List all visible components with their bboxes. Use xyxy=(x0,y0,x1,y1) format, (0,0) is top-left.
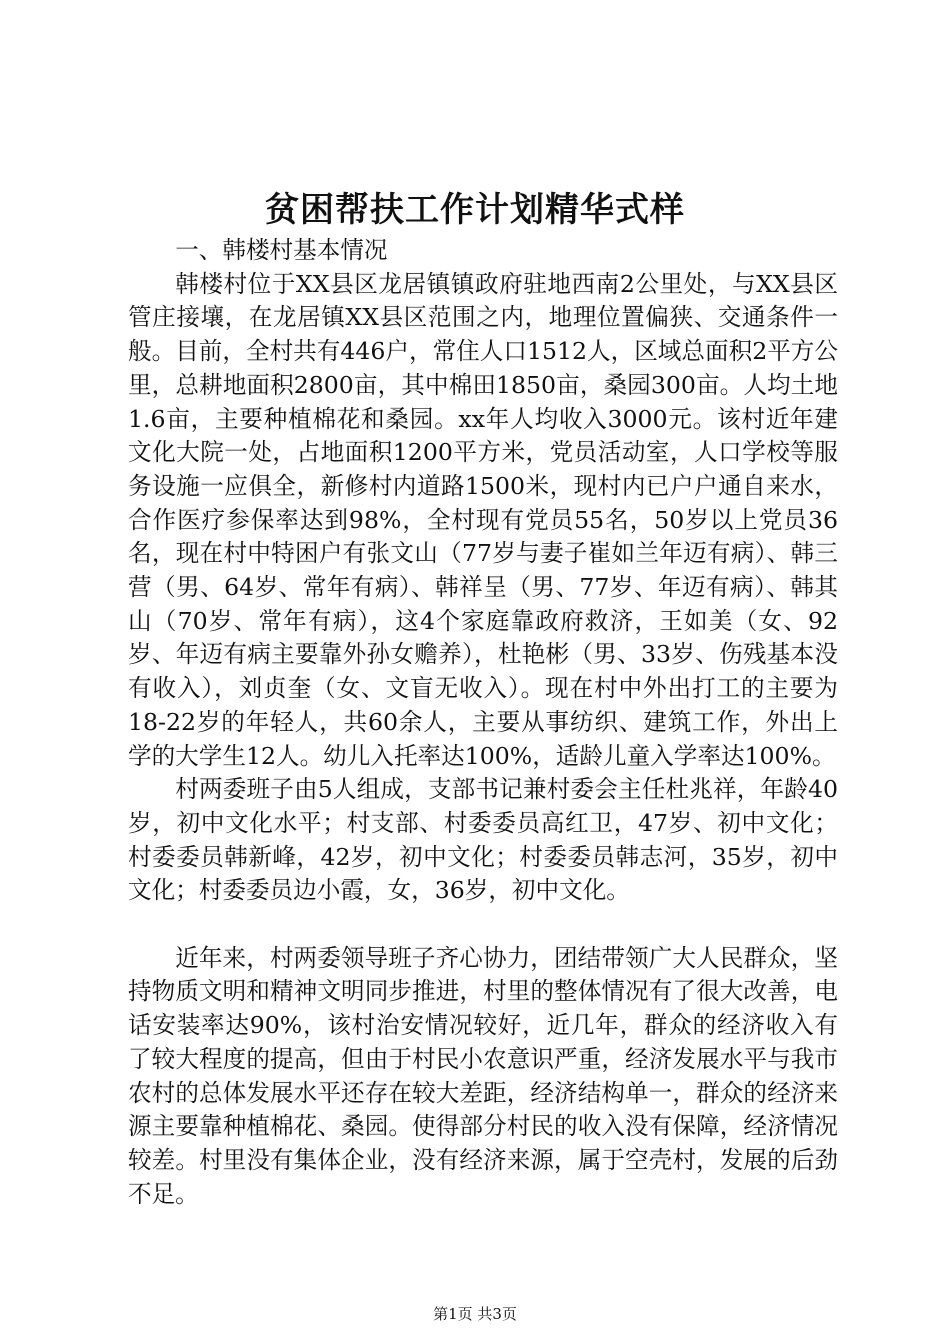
page-number-footer: 第1页 共3页 xyxy=(433,1305,517,1323)
body-paragraph: 韩楼村位于XX县区龙居镇镇政府驻地西南2公里处，与XX县区管庄接壤，在龙居镇XX县区范围之内，地理位置偏狭、交通条件一般。目前，全村共有446户，常住人口1512人，区域总面积2平方公里，总耕地面积2800亩，其中棉田1850亩，桑园300亩。人均土地1.6亩，主要种植棉花和桑园。xx年人均收入3000元。该村近年建文化大院一处，占地面积1200平方米，党员活动室，人口学校等服务设施一应俱全，新修村内道路1500米，现村内已户户通自来水，合作医疗参保率达到98%，全村现有党员55名，50岁以上党员36名，现在村中特困户有张文山（77岁与妻子崔如兰年迈有病）、韩三营（男、64岁、常年有病）、韩祥呈（男、77岁、年迈有病）、韩其山（70岁、常年有病），这4个家庭靠政府救济，王如美（女、92岁、年迈有病主要靠外孙女赡养），杜艳彬（男、33岁、伤残基本没有收入），刘贞奎（女、文盲无收入）。现在村中外出打工的主要为18-22岁的年轻人，共60余人，主要从事纺织、建筑工作，外出上学的大学生12人。幼儿入托率达100%，适龄儿童入学率达100%。 xyxy=(128,269,838,770)
section-heading: 一、韩楼村基本情况 xyxy=(175,236,388,264)
document-title: 贫困帮扶工作计划精华式样 xyxy=(265,190,685,230)
document-body xyxy=(128,234,838,1211)
body-paragraph: 近年来，村两委领导班子齐心协力，团结带领广大人民群众，坚持物质文明和精神文明同步推进，村里的整体情况有了很大改善，电话安装率达90%，该村治安情况较好，近几年，群众的经济收入有了较大程度的提高，但由于村民小农意识严重，经济发展水平与我市农村的总体发展水平还存在较大差距，经济结构单一，群众的经济来源主要靠种植棉花、桑园。使得部分村民的收入没有保障，经济情况较差。村里没有集体企业，没有经济来源，属于空壳村，发展的后劲不足。 xyxy=(128,943,838,1208)
body-paragraph: 村两委班子由5人组成，支部书记兼村委会主任杜兆祥，年龄40岁，初中文化水平；村支部、村委委员高红卫，47岁、初中文化；村委委员韩新峰，42岁，初中文化；村委委员韩志河，35岁，初中文化；村委委员边小霞，女，36岁，初中文化。 xyxy=(128,775,838,905)
